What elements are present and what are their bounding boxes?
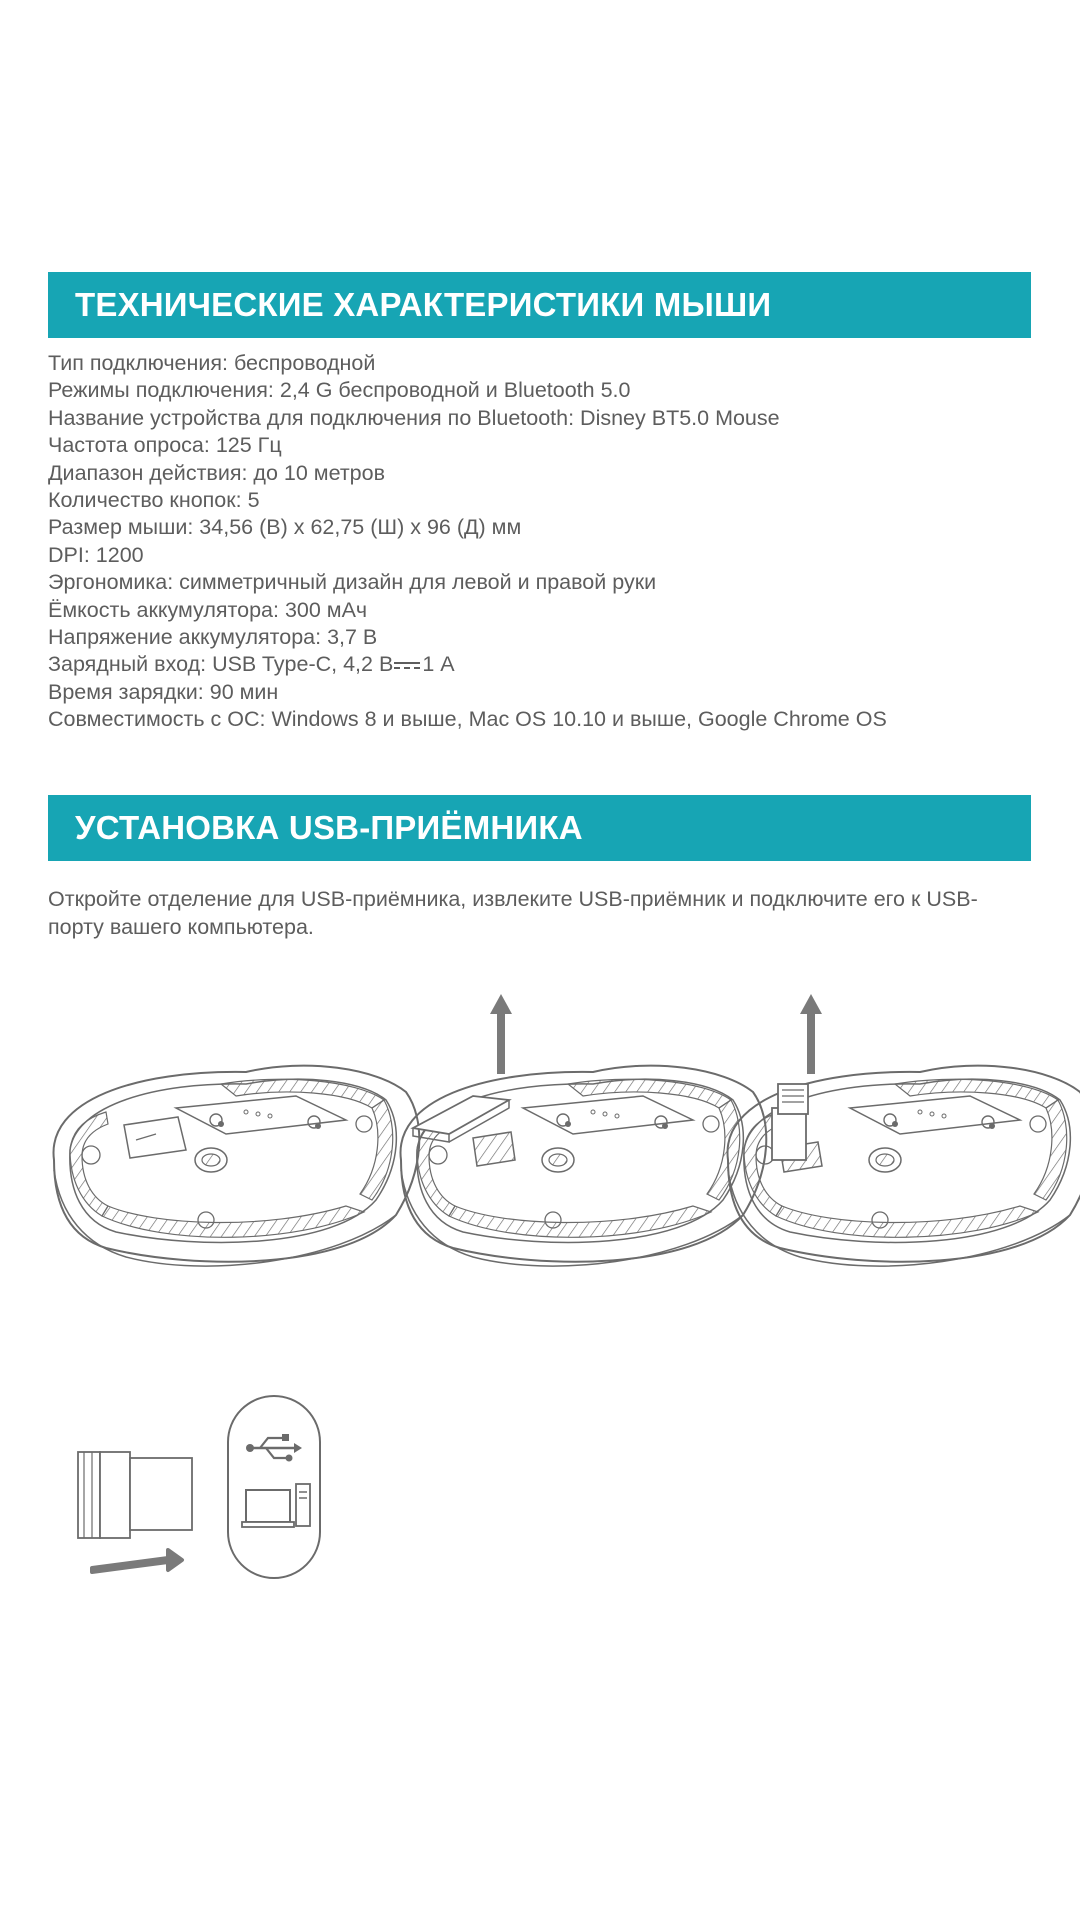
charging-input-prefix: Зарядный вход: USB Type-C, 4,2 В <box>48 652 394 677</box>
computer-icon <box>242 1484 310 1527</box>
spec-line: Диапазон действия: до 10 метров <box>48 460 386 485</box>
spec-line: Ёмкость аккумулятора: 300 мАч <box>48 597 368 622</box>
spec-line: Название устройства для подключения по Bluetooth: Disney BT5.0 Mouse <box>48 405 780 430</box>
mouse-bottom-icon <box>54 1066 420 1266</box>
dc-symbol-icon <box>394 662 420 668</box>
usb-instruction: Откройте отделение для USB-приёмника, извлеките USB-приёмник и подключите его к USB-порту вашего компьютера. <box>48 887 978 939</box>
mouse-bottom-icon <box>401 1066 767 1266</box>
spec-line: Эргономика: симметричный дизайн для левой и правой руки <box>48 570 657 595</box>
spec-line-charging <box>48 651 887 678</box>
usb-receiver-icon <box>78 1452 192 1538</box>
spec-line: DPI: 1200 <box>48 542 144 567</box>
usb-install-illustration <box>0 960 1080 1600</box>
charging-input-suffix: 1 А <box>422 652 455 677</box>
arrow-right-icon <box>92 1550 182 1572</box>
spec-line: Напряжение аккумулятора: 3,7 В <box>48 625 378 650</box>
specs-heading-banner <box>48 272 1031 338</box>
usb-heading: УСТАНОВКА USB-ПРИЁМНИКА <box>75 809 583 846</box>
spec-line: Частота опроса: 125 Гц <box>48 433 282 458</box>
spec-line: Режимы подключения: 2,4 G беспроводной и Bluetooth 5.0 <box>48 378 631 403</box>
spec-line: Размер мыши: 34,56 (В) x 62,75 (Ш) x 96 (Д) мм <box>48 515 522 540</box>
spec-line: Количество кнопок: 5 <box>48 488 260 513</box>
spec-line: Совместимость с ОС: Windows 8 и выше, Mac OS 10.10 и выше, Google Chrome OS <box>48 707 887 732</box>
spec-line: Время зарядки: 90 мин <box>48 679 279 704</box>
spec-line: Тип подключения: беспроводной <box>48 351 376 375</box>
specs-heading: ТЕХНИЧЕСКИЕ ХАРАКТЕРИСТИКИ МЫШИ <box>75 286 772 323</box>
arrow-up-icon <box>800 994 822 1074</box>
specs-list <box>48 350 887 734</box>
usb-receiver-icon <box>772 1084 808 1160</box>
arrow-up-icon <box>490 994 512 1074</box>
usb-heading-banner <box>48 795 1031 861</box>
